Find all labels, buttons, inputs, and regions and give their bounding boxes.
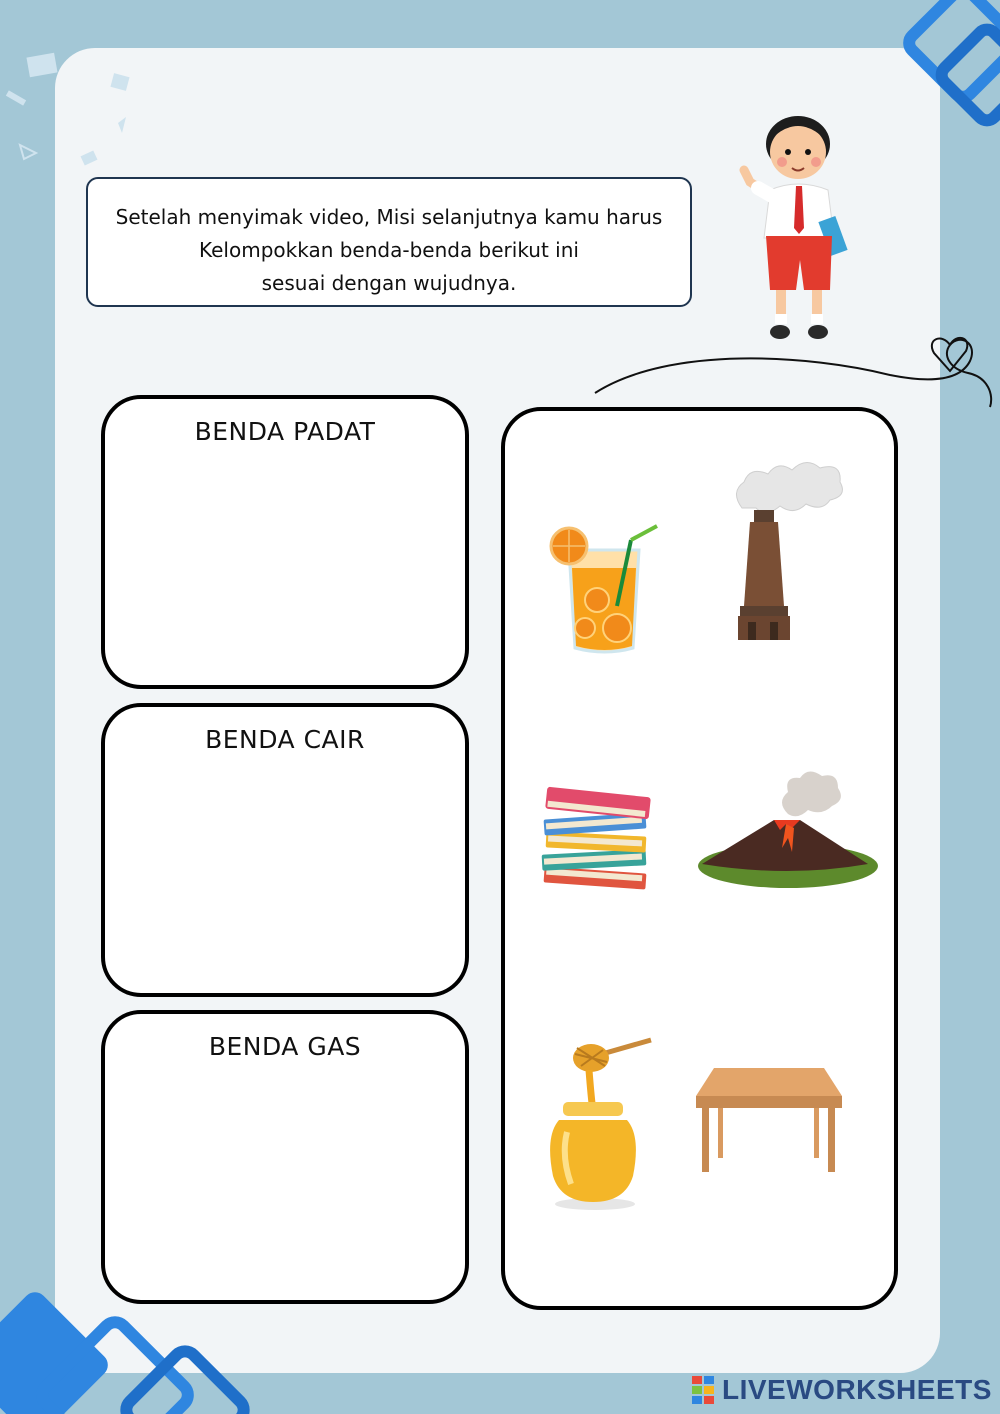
volcano-smoke-icon[interactable] [696, 768, 880, 892]
brand-name: LIVEWORKSHEETS [722, 1374, 992, 1405]
category-box-solid[interactable] [101, 395, 469, 689]
decorative-squares-top-right [890, 0, 1000, 150]
student-boy-icon [730, 110, 850, 350]
factory-chimney-smoke-icon[interactable] [730, 456, 845, 642]
brand-footer [692, 1374, 992, 1406]
category-title-gas: BENDA GAS [208, 1032, 362, 1061]
paper-scraps-icon [0, 45, 140, 185]
heart-curve-line [590, 325, 1000, 415]
category-title-solid: BENDA PADAT [194, 417, 376, 446]
category-title-liquid: BENDA CAIR [205, 725, 365, 754]
liveworksheets-logo-icon [692, 1376, 716, 1404]
instruction-line-1: Setelah menyimak video, Misi selanjutnya kamu harus [115, 205, 663, 229]
orange-juice-icon[interactable] [545, 520, 660, 658]
category-box-gas[interactable] [101, 1010, 469, 1304]
instruction-line-2: Kelompokkan benda-benda berikut ini [199, 238, 579, 262]
book-stack-icon[interactable] [538, 786, 654, 892]
category-box-liquid[interactable] [101, 703, 469, 997]
honey-jar-icon[interactable] [545, 1036, 655, 1212]
instruction-box [86, 177, 692, 307]
wooden-table-icon[interactable] [694, 1066, 844, 1174]
instruction-line-3: sesuai dengan wujudnya. [261, 271, 517, 295]
